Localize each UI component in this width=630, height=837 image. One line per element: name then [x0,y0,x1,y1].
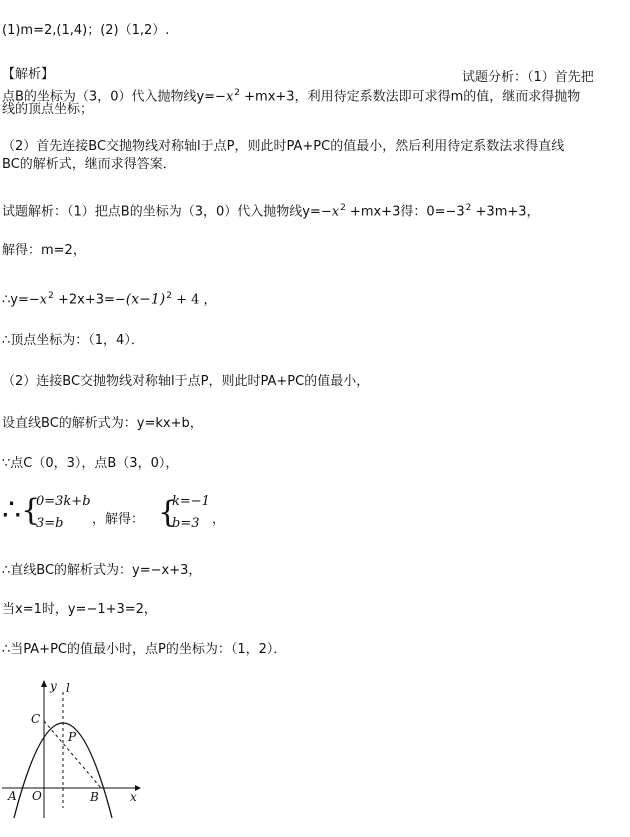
solution-line-1: 试题解析：（1）把点B的坐标为（3，0）代入抛物线$y=-x^2 +mx+3$得：$0=-3^2 +3m+3$， [2,203,540,220]
solution-line-11: ∴当PA+PC的值最小时，点P的坐标为：（1，2）． [2,642,287,657]
analysis-line-1: 点B的坐标为（3，0）代入抛物线$y=-x^2 +mx+3$，利用待定系数法即可求得m的值，继而求得抛物 [2,88,581,105]
solution-line-9: ∴直线BC的解析式为：y=−x+3， [2,563,202,578]
system-2-eq-2: b=3 [172,516,200,531]
label-x: x [130,790,137,804]
analysis-p2-line-2: BC的解析式，继而求得答案． [2,157,176,172]
answer-line: (1)m=2,(1,4)；(2)（1,2）. [2,23,170,38]
label-p: P [68,730,77,744]
solution-line-10: 当x=1时，y=−1+3=2， [2,602,157,617]
system-1-eq-2: 3=b [36,516,64,531]
solution-line-6: 设直线BC的解析式为：y=kx+b， [2,416,203,431]
solution-line-4: ∴顶点坐标为：（1，4）． [2,333,144,348]
analysis-title: 试题分析：（1）首先把 [462,70,594,85]
solution-line-7: ∵点C（0，3），点B（3，0）， [2,456,179,471]
label-l: l [66,681,70,695]
analysis-heading: 【解析】 [2,67,55,82]
y-axis-arrow-icon [41,680,47,687]
system-1-eq-1: 0=3k+b [36,494,91,509]
system-2-eq-1: k=−1 [172,494,210,509]
solution-line-5: （2）连接BC交抛物线对称轴l于点P，则此时PA+PC的值最小， [2,374,370,389]
label-c: C [31,712,41,726]
label-o: O [32,789,42,803]
solve-label: ，解得： [92,512,145,527]
system-brace-2: { [158,495,178,530]
system-brace-1: ∴{ [2,493,41,528]
parabola-figure [0,678,160,828]
analysis-line-2: 线的顶点坐标； [2,102,94,117]
solution-line-2: 解得：m=2， [2,243,86,258]
label-a: A [8,789,17,803]
label-b: B [90,790,99,804]
label-y: y [50,679,57,693]
analysis-p2-line-1: （2）首先连接BC交抛物线对称轴l于点P，则此时PA+PC的值最小，然后利用待定系数法求得直线 [2,139,565,154]
system-end-comma: ， [212,512,226,527]
solution-line-3: $\therefore y=-x^2 +2x+3=-(x-1)^2 + 4$ ， [2,291,217,308]
